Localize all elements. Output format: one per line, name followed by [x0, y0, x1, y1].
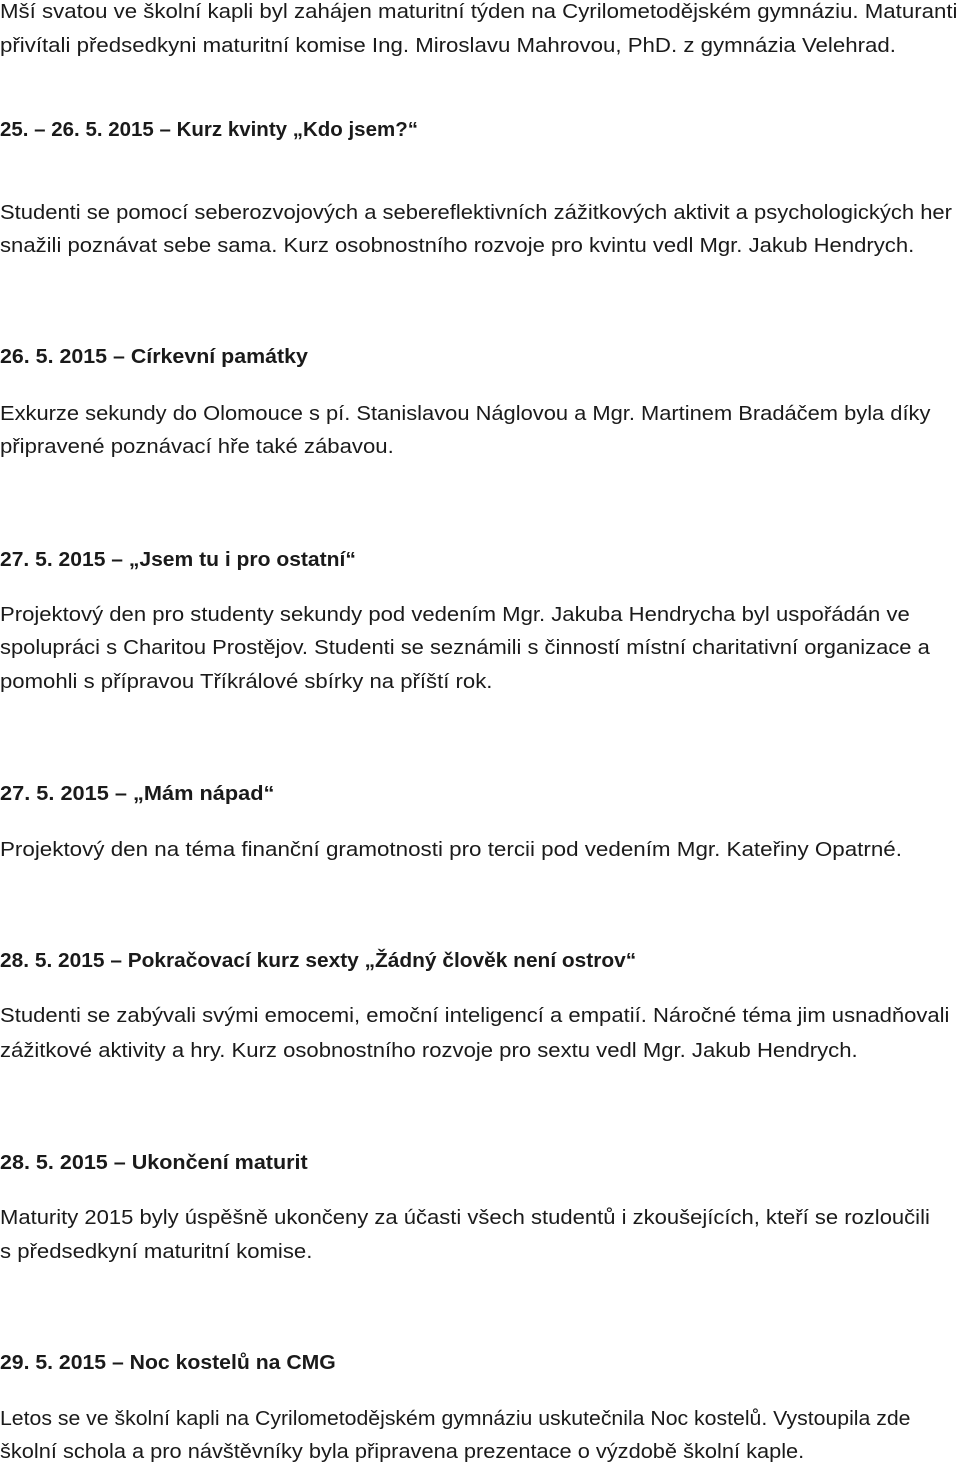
entry-heading: 25. – 26. 5. 2015 – Kurz kvinty „Kdo jsem?“ — [0, 119, 418, 141]
intro-line-1: Mší svatou ve školní kapli byl zahájen maturitní týden na Cyrilometodějském gymnáziu. Maturanti — [0, 1, 958, 23]
entry-text-line: připravené poznávací hře také zábavou. — [0, 436, 394, 458]
entry-text-line: Letos se ve školní kapli na Cyrilometodějském gymnáziu uskutečnila Noc kostelů. Vystoupila zde — [0, 1408, 911, 1430]
entry-text-line: Projektový den na téma finanční gramotnosti pro tercii pod vedením Mgr. Kateřiny Opatrné. — [0, 839, 902, 861]
entry-text-line: Exkurze sekundy do Olomouce s pí. Stanislavou Náglovou a Mgr. Martinem Bradáčem byla díky — [0, 403, 931, 425]
entry-heading: 26. 5. 2015 – Církevní památky — [0, 346, 308, 368]
entry-heading: 29. 5. 2015 – Noc kostelů na CMG — [0, 1352, 336, 1374]
entry-text-line: s předsedkyní maturitní komise. — [0, 1241, 313, 1263]
intro-line-2: přivítali předsedkyni maturitní komise Ing. Miroslavu Mahrovou, PhD. z gymnázia Velehrad. — [0, 35, 896, 57]
entry-text-line: Maturity 2015 byly úspěšně ukončeny za účasti všech studentů i zkoušejících, kteří se rozloučili — [0, 1207, 930, 1229]
entry-heading: 27. 5. 2015 – „Mám nápad“ — [0, 783, 275, 805]
entry-text-line: pomohli s přípravou Tříkrálové sbírky na příští rok. — [0, 671, 493, 693]
entry-heading: 28. 5. 2015 – Pokračovací kurz sexty „Žádný člověk není ostrov“ — [0, 950, 637, 972]
entry-heading: 28. 5. 2015 – Ukončení maturit — [0, 1152, 308, 1174]
entry-text-line: školní schola a pro návštěvníky byla připravena prezentace o výzdobě školní kaple. — [0, 1441, 805, 1463]
entry-text-line: Studenti se zabývali svými emocemi, emoční inteligencí a empatií. Náročné téma jim usnadňovali — [0, 1005, 950, 1027]
entry-text-line: snažili poznávat sebe sama. Kurz osobnostního rozvoje pro kvintu vedl Mgr. Jakub Hendrych. — [0, 235, 915, 257]
entry-text-line: Projektový den pro studenty sekundy pod vedením Mgr. Jakuba Hendrycha byl uspořádán ve — [0, 604, 910, 626]
entry-text-line: Studenti se pomocí seberozvojových a sebereflektivních zážitkových aktivit a psychologických her — [0, 202, 952, 224]
entry-text-line: zážitkové aktivity a hry. Kurz osobnostního rozvoje pro sextu vedl Mgr. Jakub Hendrych. — [0, 1040, 858, 1062]
entry-text-line: spolupráci s Charitou Prostějov. Studenti se seznámili s činností místní charitativní organizace a — [0, 637, 930, 659]
entry-heading: 27. 5. 2015 – „Jsem tu i pro ostatní“ — [0, 549, 356, 571]
